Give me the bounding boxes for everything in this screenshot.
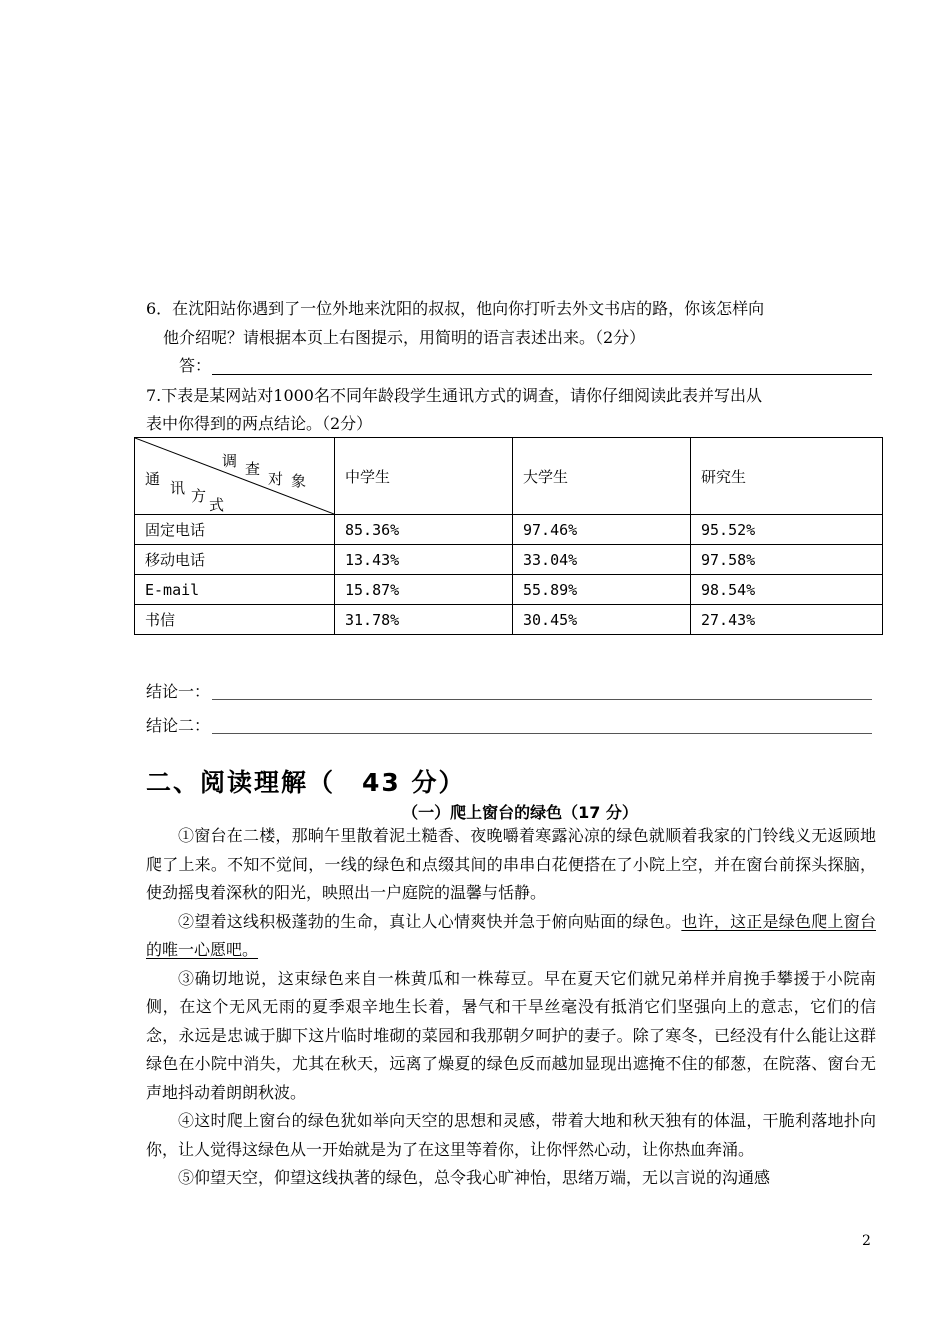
row-label: 移动电话 <box>135 545 335 575</box>
table-cell: 97.58% <box>691 545 883 575</box>
diag-char: 讯 <box>170 479 186 497</box>
table-cell: 97.46% <box>513 515 691 545</box>
paragraph-2-text: ②望着这线积极蓬勃的生命，真让人心情爽快并急于俯向贴面的绿色。 <box>178 911 682 931</box>
table-cell: 13.43% <box>335 545 513 575</box>
column-header: 大学生 <box>513 438 691 515</box>
diag-char: 查 <box>245 460 261 478</box>
section-title: 二、阅读理解（ 43 分） <box>146 768 466 797</box>
diag-char: 调 <box>222 452 238 470</box>
q7-line-2: 表中你得到的两点结论。（2分） <box>146 414 373 433</box>
table-row <box>135 545 883 575</box>
table-cell: 98.54% <box>691 575 883 605</box>
diag-char: 方 <box>191 487 207 505</box>
conclusion-1-label: 结论一： <box>146 682 211 701</box>
table-row <box>135 575 883 605</box>
paragraph-1: ①窗台在二楼，那晌午里散着泥土糙香、夜晚嚼着寒露沁凉的绿色就顺着我家的门铃线义无返顾地爬了上来。不知不觉间，一线的绿色和点缀其间的串串白花便搭在了小院上空，并在窗台前探头探脑，使劲摇曳着深秋的阳光，映照出一户庭院的温馨与恬静。 <box>146 826 876 902</box>
conclusion-2-line[interactable] <box>212 733 872 734</box>
diagonal-header-cell <box>135 438 335 515</box>
table-cell: 31.78% <box>335 605 513 635</box>
diag-char: 式 <box>209 496 225 514</box>
table-cell: 85.36% <box>335 515 513 545</box>
paragraph-3: ③确切地说，这束绿色来自一株黄瓜和一株莓豆。早在夏天它们就兄弟样并肩挽手攀援于小院南侧，在这个无风无雨的夏季艰辛地生长着，暑气和干旱丝毫没有抵消它们坚强向上的意志，它们的信念，永远是忠诚于脚下这片临时堆砌的菜园和我那朝夕呵护的妻子。除了寒冬，已经没有什么能让这群绿色在小院中消失，尤其在秋天，远离了燥夏的绿色反而越加显现出遮掩不住的郁葱，在院落、窗台无声地抖动着朗朗秋波。 <box>146 968 876 1102</box>
row-label: 固定电话 <box>135 515 335 545</box>
q6-answer-line[interactable] <box>212 374 872 375</box>
table-cell: 30.45% <box>513 605 691 635</box>
passage <box>146 822 876 1193</box>
conclusion-1-line[interactable] <box>212 699 872 700</box>
table-cell: 95.52% <box>691 515 883 545</box>
paragraph-2 <box>146 908 876 965</box>
column-header: 中学生 <box>335 438 513 515</box>
passage-title: （一）爬上窗台的绿色（17 分） <box>402 803 638 822</box>
conclusion-2-label: 结论二： <box>146 716 211 735</box>
column-header: 研究生 <box>691 438 883 515</box>
survey-table <box>134 437 883 635</box>
paragraph-4: ④这时爬上窗台的绿色犹如举向天空的思想和灵感，带着大地和秋天独有的体温，干脆利落地扑向你，让人觉得这绿色从一开始就是为了在这里等着你，让你怦然心动，让你热血奔涌。 <box>146 1111 876 1159</box>
diag-char: 象 <box>291 472 307 490</box>
underlined-sentence: 也许，这正是绿色爬上窗台的唯一心愿吧。 <box>146 911 876 959</box>
diag-char: 对 <box>268 470 284 488</box>
table-cell: 15.87% <box>335 575 513 605</box>
row-label: E-mail <box>135 575 335 605</box>
q6-line-1: 6．在沈阳站你遇到了一位外地来沈阳的叔叔，他向你打听去外文书店的路，你该怎样向 <box>146 299 765 318</box>
row-label: 书信 <box>135 605 335 635</box>
table-row <box>135 515 883 545</box>
table-row <box>135 605 883 635</box>
table-cell: 33.04% <box>513 545 691 575</box>
table-cell: 55.89% <box>513 575 691 605</box>
q7-line-1: 7.下表是某网站对1000名不同年龄段学生通讯方式的调查，请你仔细阅读此表并写出从 <box>146 386 762 405</box>
q6-line-2: 他介绍呢？请根据本页上右图提示，用简明的语言表述出来。（2分） <box>163 328 646 347</box>
paragraph-5: ⑤仰望天空，仰望这线执著的绿色，总令我心旷神怡，思绪万端，无以言说的沟通感 <box>178 1168 771 1187</box>
table-cell: 27.43% <box>691 605 883 635</box>
q6-answer-label: 答： <box>179 356 212 375</box>
diag-char: 通 <box>145 470 161 488</box>
table-header-row <box>135 438 883 515</box>
page-number: 2 <box>862 1233 871 1249</box>
